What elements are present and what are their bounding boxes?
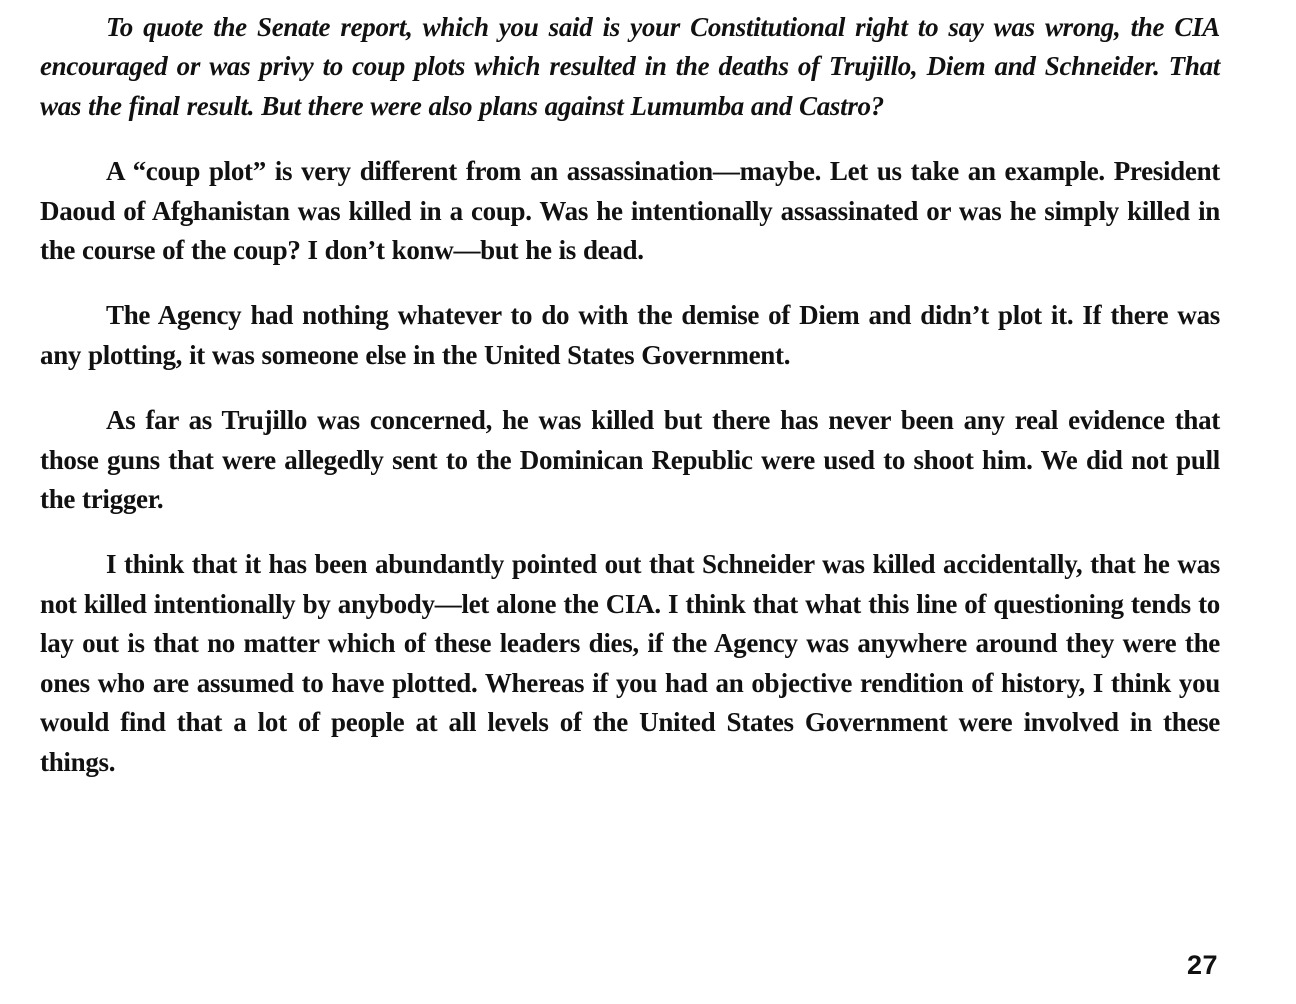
answer-paragraph-coup-plot: A “coup plot” is very different from an assassination—maybe. Let us take an example. President Daoud of Afghanistan was killed in a coup. Was he intentionally assassinated or was he simply killed in the course of the coup? I don’t konw—but he is dead. <box>40 156 1220 266</box>
answer-paragraph-diem: The Agency had nothing whatever to do with the demise of Diem and didn’t plot it. If there was any plotting, it was someone else in the United States Government. <box>40 300 1220 370</box>
document-page <box>40 8 1220 782</box>
page-number: 27 <box>1186 950 1218 980</box>
question-paragraph: To quote the Senate report, which you said is your Constitutional right to say was wrong, the CIA encouraged or was privy to coup plots which resulted in the deaths of Trujillo, Diem and Schneider. That was the final result. But there were also plans against Lumumba and Castro? <box>40 12 1220 121</box>
answer-paragraph-trujillo: As far as Trujillo was concerned, he was killed but there has never been any real evidence that those guns that were allegedly sent to the Dominican Republic were used to shoot him. We did not pull the trigger. <box>40 405 1220 515</box>
answer-paragraph-schneider: I think that it has been abundantly pointed out that Schneider was killed accidentally, that he was not killed intentionally by anybody—let alone the CIA. I think that what this line of questioning tends to lay out is that no matter which of these leaders dies, if the Agency was anywhere around they were the ones who are assumed to have plotted. Whereas if you had an objective rendition of history, I think you would find that a lot of people at all levels of the United States Government were involved in these things. <box>40 549 1220 777</box>
